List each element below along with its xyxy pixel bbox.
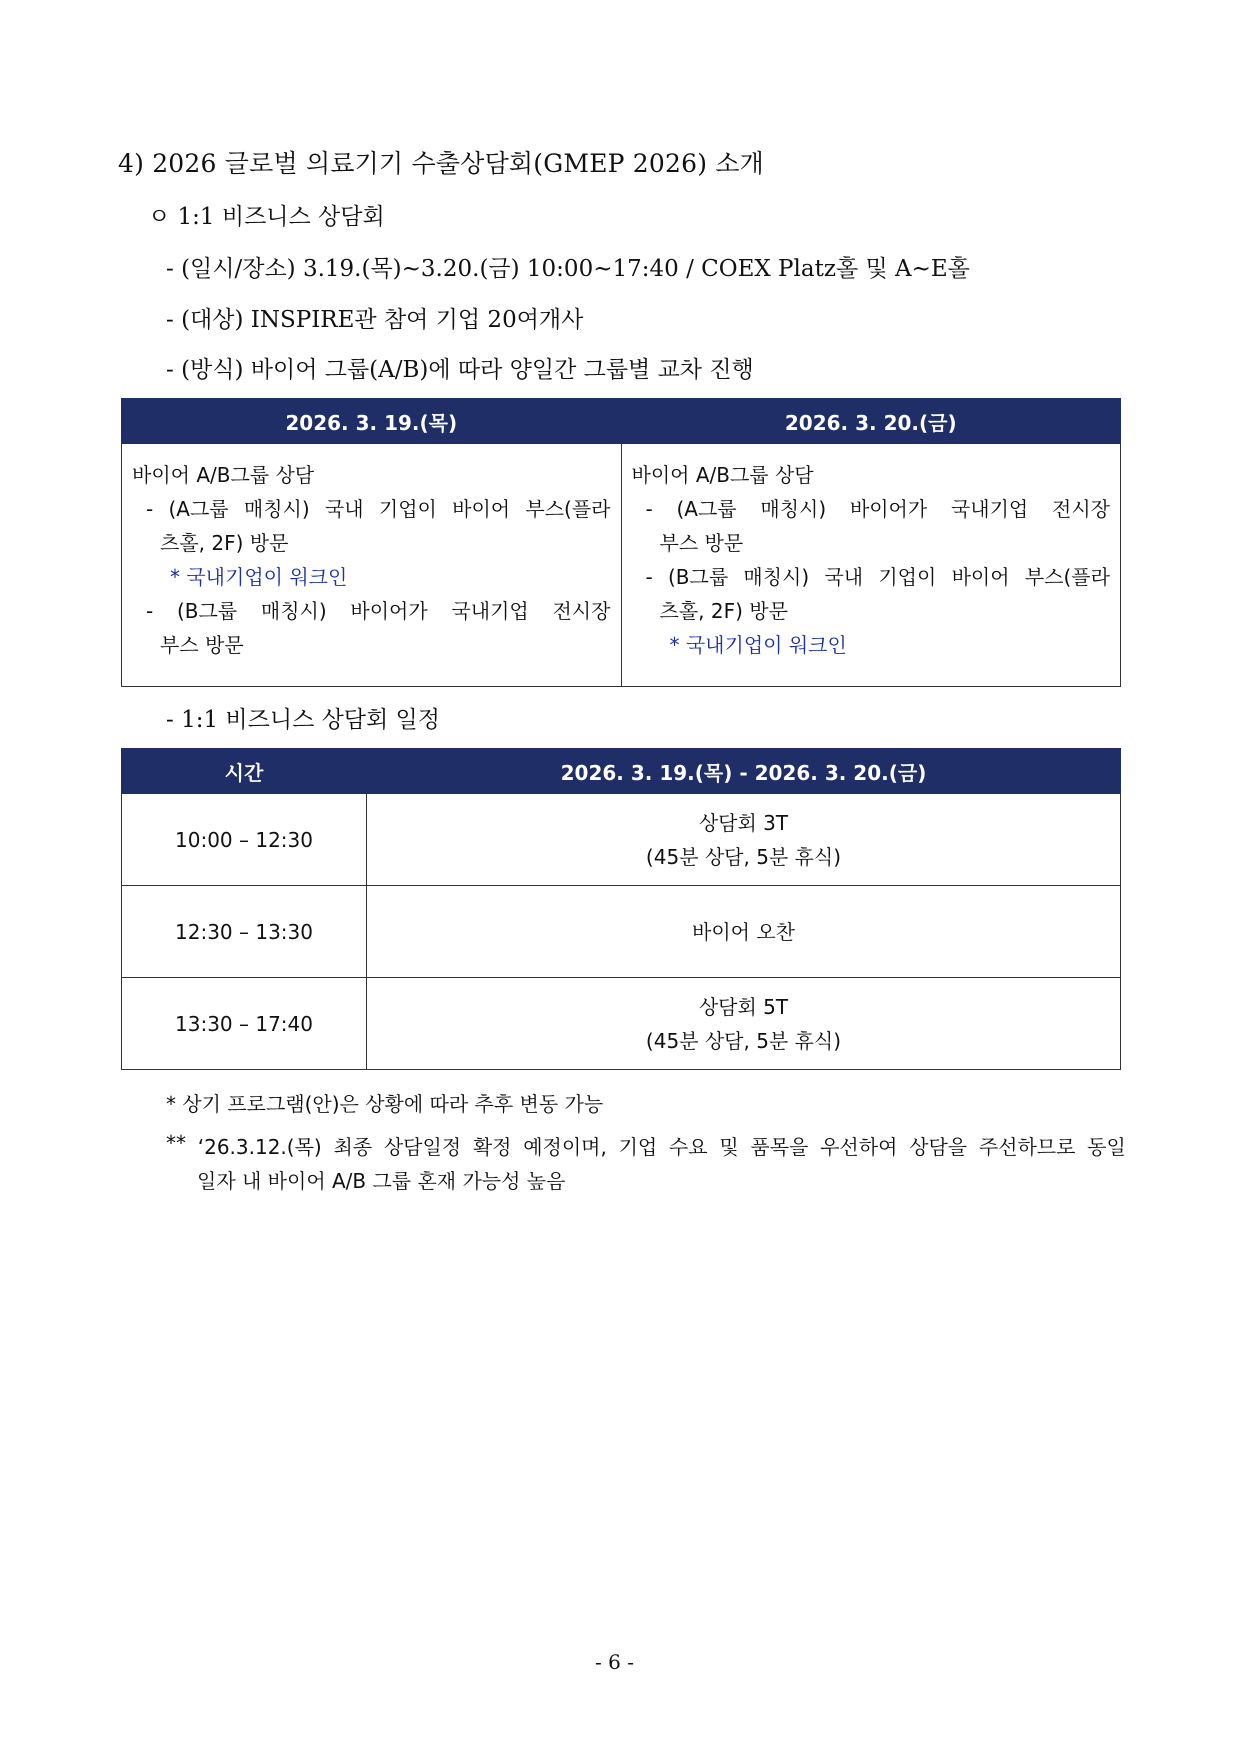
day2-item1-line1 bbox=[632, 492, 1111, 526]
table-row bbox=[122, 794, 1121, 886]
sub-item-target: - (대상) INSPIRE관 참여 기업 20여개사 bbox=[166, 307, 584, 333]
schedule-program-cell bbox=[367, 794, 1121, 886]
word: 부스(플라 bbox=[1024, 565, 1110, 589]
word: 확정 bbox=[472, 1135, 512, 1159]
day1-item1-line2: 츠홀, 2F) 방문 bbox=[160, 531, 289, 555]
day2-title: 바이어 A/B그룹 상담 bbox=[631, 463, 814, 487]
word: 국내기업 bbox=[950, 497, 1029, 521]
schedule-header-row bbox=[122, 749, 1121, 794]
word: (B그룹 bbox=[176, 599, 238, 623]
word: 국내기업 bbox=[451, 599, 529, 623]
word: 바이어 bbox=[951, 565, 1010, 589]
sub-item-method: - (방식) 바이어 그룹(A/B)에 따라 양일간 그룹별 교차 진행 bbox=[166, 357, 754, 383]
format-table-header-row bbox=[122, 399, 1121, 444]
word: 우선하여 bbox=[820, 1135, 898, 1159]
word: 예정이며, bbox=[523, 1135, 607, 1159]
word: 상담일정 bbox=[383, 1135, 462, 1159]
page-number: - 6 - bbox=[595, 1650, 634, 1674]
program-line2: (45분 상담, 5분 휴식) bbox=[645, 1028, 842, 1053]
schedule-time-cell: 10:00 – 12:30 bbox=[122, 794, 367, 886]
program-line1: 바이어 오찬 bbox=[692, 919, 795, 944]
word: 매칭시) bbox=[760, 497, 827, 521]
word: 바이어가 bbox=[350, 599, 428, 623]
format-cell-day2 bbox=[621, 444, 1121, 687]
program-line1: 상담회 3T bbox=[698, 810, 789, 835]
day1-item1-line1 bbox=[132, 492, 611, 526]
word: 전시장 bbox=[1052, 497, 1110, 521]
program-line2: (45분 상담, 5분 휴식) bbox=[645, 844, 842, 869]
schedule-header-time: 시간 bbox=[122, 749, 367, 794]
program-line1: 상담회 5T bbox=[698, 994, 789, 1019]
word: 동일 bbox=[1087, 1135, 1126, 1159]
word: 바이어가 bbox=[849, 497, 928, 521]
word: ‘26.3.12.(목) bbox=[197, 1135, 322, 1159]
word: 및 bbox=[719, 1135, 739, 1159]
word: 주선하므로 bbox=[978, 1135, 1076, 1159]
word: 매칭시) bbox=[260, 599, 327, 623]
schedule-program-cell bbox=[367, 978, 1121, 1070]
word: 매칭시) bbox=[243, 497, 310, 521]
word: - bbox=[645, 497, 653, 521]
word: 상담을 bbox=[909, 1135, 968, 1159]
word: 기업이 bbox=[878, 565, 937, 589]
word: - bbox=[146, 497, 154, 521]
schedule-table bbox=[121, 748, 1121, 1070]
day2-item1-line2: 부스 방문 bbox=[659, 531, 744, 555]
word: 국내 bbox=[324, 497, 364, 521]
table-row bbox=[122, 978, 1121, 1070]
word: (B그룹 bbox=[667, 565, 729, 589]
schedule-program-cell bbox=[367, 886, 1121, 978]
word: ** bbox=[166, 1131, 186, 1155]
word: - bbox=[645, 565, 653, 589]
schedule-header-dates: 2026. 3. 19.(목) - 2026. 3. 20.(금) bbox=[367, 749, 1121, 794]
day2-item2-note: * 국내기업이 워크인 bbox=[669, 633, 847, 657]
table-row bbox=[122, 886, 1121, 978]
schedule-time-cell: 13:30 – 17:40 bbox=[122, 978, 367, 1070]
day1-item2-line2: 부스 방문 bbox=[160, 633, 244, 657]
format-table bbox=[121, 398, 1121, 687]
sub-item-date-place: - (일시/장소) 3.19.(목)~3.20.(금) 10:00~17:40 / COEX Platz홀 및 A~E홀 bbox=[166, 256, 970, 282]
day2-item2-line1 bbox=[632, 560, 1111, 594]
day1-item2-line1 bbox=[132, 594, 611, 628]
schedule-time-cell: 12:30 – 13:30 bbox=[122, 886, 367, 978]
word: 매칭시) bbox=[743, 565, 810, 589]
bullet-title: ㅇ 1:1 비즈니스 상담회 bbox=[148, 204, 385, 230]
format-header-day1: 2026. 3. 19.(목) bbox=[122, 399, 622, 444]
day1-item1-note: * 국내기업이 워크인 bbox=[170, 565, 348, 589]
note-schedule-confirm-line1 bbox=[166, 1131, 1126, 1160]
day2-item2-line2: 츠홀, 2F) 방문 bbox=[659, 599, 788, 623]
note-program-change: * 상기 프로그램(안)은 상황에 따라 추후 변동 가능 bbox=[166, 1092, 604, 1116]
word: - bbox=[146, 599, 154, 623]
word: 수요 bbox=[668, 1135, 708, 1159]
word: (A그룹 bbox=[676, 497, 737, 521]
day1-title: 바이어 A/B그룹 상담 bbox=[132, 463, 315, 487]
word: 국내 bbox=[824, 565, 864, 589]
note-schedule-confirm-line2: 일자 내 바이어 A/B 그룹 혼재 가능성 높음 bbox=[197, 1169, 566, 1193]
word: 바이어 bbox=[452, 497, 511, 521]
format-table-row bbox=[122, 444, 1121, 687]
word: 전시장 bbox=[552, 599, 611, 623]
word: 기업 bbox=[618, 1135, 658, 1159]
word: 최종 bbox=[333, 1135, 373, 1159]
format-header-day2: 2026. 3. 20.(금) bbox=[621, 399, 1121, 444]
word: 품목을 bbox=[750, 1135, 809, 1159]
word: 기업이 bbox=[378, 497, 437, 521]
format-cell-day1 bbox=[122, 444, 622, 687]
schedule-subtitle: - 1:1 비즈니스 상담회 일정 bbox=[166, 707, 440, 733]
word: 부스(플라 bbox=[525, 497, 611, 521]
section-heading: 4) 2026 글로벌 의료기기 수출상담회(GMEP 2026) 소개 bbox=[118, 149, 765, 178]
word: (A그룹 bbox=[168, 497, 229, 521]
